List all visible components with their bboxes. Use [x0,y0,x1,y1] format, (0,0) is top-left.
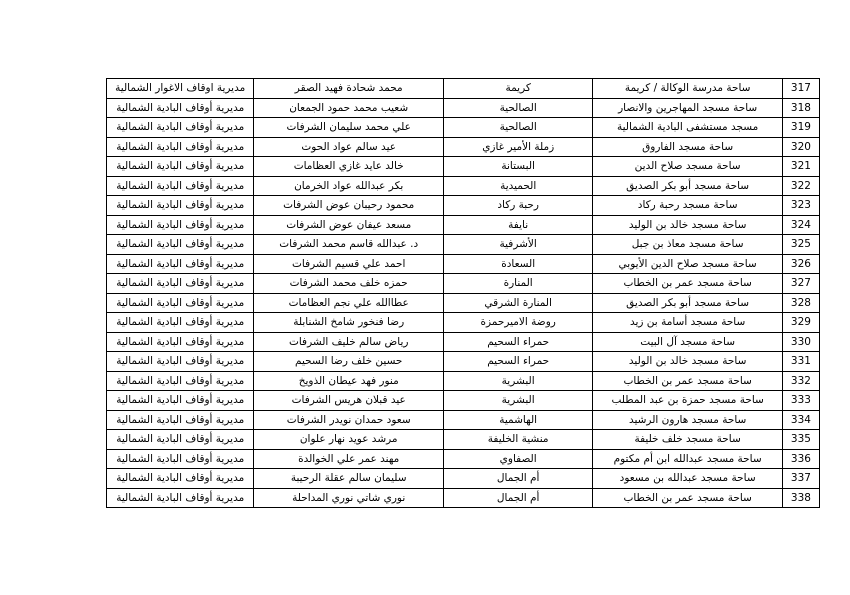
table-row [107,430,820,450]
area-name: نايفة [443,215,592,235]
imam-name: رياض سالم خليف الشرفات [254,332,444,352]
table-row [107,449,820,469]
table-row [107,410,820,430]
directorate-name: مديرية أوقاف البادية الشمالية [107,410,254,430]
table-body [107,79,820,508]
imam-name: عيد قبلان هريس الشرفات [254,391,444,411]
row-number: 334 [782,410,819,430]
table-row [107,79,820,99]
row-number: 333 [782,391,819,411]
directorate-name: مديرية أوقاف البادية الشمالية [107,313,254,333]
area-name: الحميدية [443,176,592,196]
area-name: أم الجمال [443,488,592,508]
directorate-name: مديرية أوقاف البادية الشمالية [107,215,254,235]
site-name: ساحة مسجد خالد بن الوليد [593,352,783,372]
site-name: ساحة مسجد صلاح الدين [593,157,783,177]
imam-name: احمد علي قسيم الشرفات [254,254,444,274]
row-number: 327 [782,274,819,294]
directorate-name: مديرية أوقاف البادية الشمالية [107,449,254,469]
directorate-name: مديرية أوقاف البادية الشمالية [107,274,254,294]
imam-name: منور فهد عيطان الذويخ [254,371,444,391]
directorate-name: مديرية أوقاف البادية الشمالية [107,332,254,352]
directorate-name: مديرية أوقاف البادية الشمالية [107,98,254,118]
row-number: 330 [782,332,819,352]
site-name: ساحة مسجد عمر بن الخطاب [593,488,783,508]
site-name: ساحة مسجد أبو بكر الصديق [593,176,783,196]
area-name: الصالحية [443,118,592,138]
site-name: ساحة مسجد المهاجرين والانصار [593,98,783,118]
row-number: 335 [782,430,819,450]
imam-name: مهند عمر علي الخوالدة [254,449,444,469]
row-number: 317 [782,79,819,99]
area-name: البشرية [443,371,592,391]
imam-name: مسعد عيفان عوض الشرفات [254,215,444,235]
directorate-name: مديرية أوقاف البادية الشمالية [107,469,254,489]
imam-name: علي محمد سليمان الشرفات [254,118,444,138]
row-number: 322 [782,176,819,196]
site-name: ساحة مسجد صلاح الدين الأيوبي [593,254,783,274]
site-name: ساحة مسجد الفاروق [593,137,783,157]
area-name: المنارة الشرقي [443,293,592,313]
row-number: 320 [782,137,819,157]
area-name: أم الجمال [443,469,592,489]
row-number: 331 [782,352,819,372]
site-name: ساحة مسجد خلف خليفة [593,430,783,450]
directorate-name: مديرية أوقاف البادية الشمالية [107,176,254,196]
site-name: ساحة مسجد رحبة ركاد [593,196,783,216]
area-name: حمراء السحيم [443,352,592,372]
directorate-name: مديرية اوقاف الاغوار الشمالية [107,79,254,99]
imam-name: خالد عايد غازي العظامات [254,157,444,177]
table-row [107,274,820,294]
prayer-sites-table [106,78,820,508]
area-name: منشية الخليفة [443,430,592,450]
row-number: 326 [782,254,819,274]
area-name: الهاشمية [443,410,592,430]
row-number: 336 [782,449,819,469]
row-number: 324 [782,215,819,235]
area-name: حمراء السحيم [443,332,592,352]
area-name: المنارة [443,274,592,294]
imam-name: سعود حمدان نويدر الشرفات [254,410,444,430]
directorate-name: مديرية أوقاف البادية الشمالية [107,371,254,391]
area-name: رحبة ركاد [443,196,592,216]
table-row [107,488,820,508]
directorate-name: مديرية أوقاف البادية الشمالية [107,157,254,177]
area-name: البشرية [443,391,592,411]
table-row [107,352,820,372]
area-name: البستانة [443,157,592,177]
directorate-name: مديرية أوقاف البادية الشمالية [107,391,254,411]
imam-name: د. عبدالله قاسم محمد الشرفات [254,235,444,255]
directorate-name: مديرية أوقاف البادية الشمالية [107,430,254,450]
table-row [107,293,820,313]
table-row [107,215,820,235]
area-name: الأشرفية [443,235,592,255]
area-name: روضة الاميرحمزة [443,313,592,333]
table-row [107,98,820,118]
table-row [107,254,820,274]
site-name: ساحة مسجد خالد بن الوليد [593,215,783,235]
imam-name: مرشد عويد نهار علوان [254,430,444,450]
imam-name: بكر عبدالله عواد الخرمان [254,176,444,196]
site-name: ساحة مسجد حمزة بن عبد المطلب [593,391,783,411]
row-number: 332 [782,371,819,391]
imam-name: حسين خلف رضا السحيم [254,352,444,372]
table-row [107,176,820,196]
site-name: ساحة مسجد معاذ بن جبل [593,235,783,255]
directorate-name: مديرية أوقاف البادية الشمالية [107,196,254,216]
table-row [107,137,820,157]
row-number: 338 [782,488,819,508]
imam-name: عطاالله علي نجم العظامات [254,293,444,313]
directorate-name: مديرية أوقاف البادية الشمالية [107,118,254,138]
directorate-name: مديرية أوقاف البادية الشمالية [107,352,254,372]
table-row [107,157,820,177]
row-number: 325 [782,235,819,255]
imam-name: محمد شحادة فهيد الصقر [254,79,444,99]
area-name: زملة الأمير غازي [443,137,592,157]
directorate-name: مديرية أوقاف البادية الشمالية [107,488,254,508]
site-name: ساحة مسجد هارون الرشيد [593,410,783,430]
area-name: كريمة [443,79,592,99]
imam-name: عيد سالم عواد الحوت [254,137,444,157]
imam-name: رضا فنخور شامخ الشنابلة [254,313,444,333]
directorate-name: مديرية أوقاف البادية الشمالية [107,137,254,157]
area-name: الصالحية [443,98,592,118]
table-row [107,391,820,411]
table-row [107,313,820,333]
area-name: السعادة [443,254,592,274]
row-number: 328 [782,293,819,313]
row-number: 337 [782,469,819,489]
site-name: ساحة مسجد آل البيت [593,332,783,352]
table-row [107,469,820,489]
table-row [107,196,820,216]
table-row [107,235,820,255]
table-row [107,371,820,391]
row-number: 319 [782,118,819,138]
imam-name: محمود رحيبان عوض الشرفات [254,196,444,216]
table-row [107,332,820,352]
directorate-name: مديرية أوقاف البادية الشمالية [107,235,254,255]
area-name: الصفاوي [443,449,592,469]
imam-name: سليمان سالم عقلة الرحيبة [254,469,444,489]
directorate-name: مديرية أوقاف البادية الشمالية [107,254,254,274]
row-number: 329 [782,313,819,333]
site-name: ساحة مسجد أسامة بن زيد [593,313,783,333]
site-name: ساحة مسجد عبدالله ابن أم مكتوم [593,449,783,469]
row-number: 323 [782,196,819,216]
table-row [107,118,820,138]
site-name: ساحة مسجد أبو بكر الصديق [593,293,783,313]
site-name: مسجد مستشفى البادية الشمالية [593,118,783,138]
imam-name: نوري شاتي نوري المداحلة [254,488,444,508]
site-name: ساحة مسجد عمر بن الخطاب [593,274,783,294]
site-name: ساحة مدرسة الوكالة / كريمة [593,79,783,99]
row-number: 321 [782,157,819,177]
site-name: ساحة مسجد عبدالله بن مسعود [593,469,783,489]
imam-name: شعيب محمد حمود الجمعان [254,98,444,118]
directorate-name: مديرية أوقاف البادية الشمالية [107,293,254,313]
imam-name: حمزه خلف محمد الشرفات [254,274,444,294]
row-number: 318 [782,98,819,118]
site-name: ساحة مسجد عمر بن الخطاب [593,371,783,391]
